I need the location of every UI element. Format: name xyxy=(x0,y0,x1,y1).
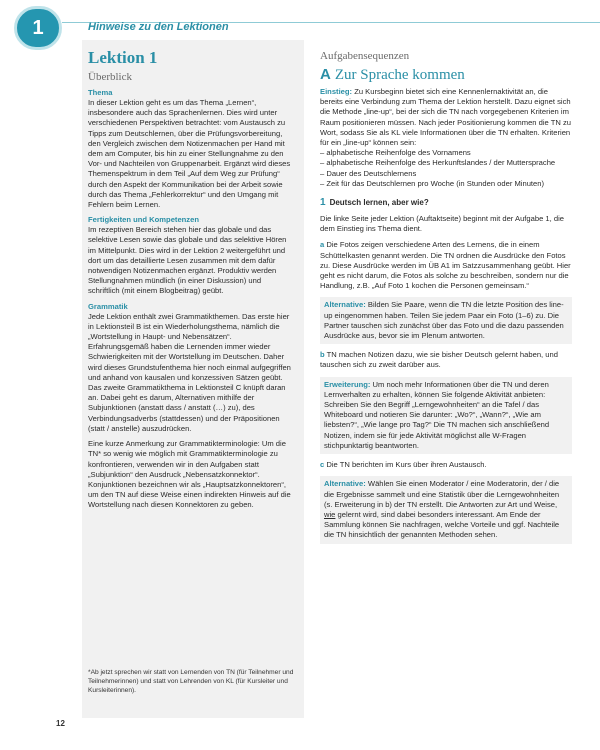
alternative-1-box xyxy=(320,297,572,344)
fertigkeiten-paragraph: Im rezeptiven Bereich stehen hier das globale und das selektive Lesen sowie das globale und das selektive Hören im Mittelpunkt. Dies wird in der Lektion 2 weitergeführt und dort um das detaillierte Lesen zusammen mit dem dafür notwendigen Notizenmachen ergänzt. Produktiv werden Stellungnahmen mündlich (in einer Diskussion) und schriftlich (mit einem Blogbeitrag) geübt. xyxy=(88,225,287,296)
alternative-2-text-before: Wählen Sie einen Moderator / eine Moderatorin, der / die die Ergebnisse sammelt und eine Statistik über die Lerngewohnheiten (s. Erweiterung in b) der TN erstellt. Die Antworten zur Art und Weise, xyxy=(324,479,560,509)
header-title: Hinweise zu den Lektionen xyxy=(88,21,229,33)
aufgabensequenzen-title: Aufgabensequenzen xyxy=(320,50,410,62)
einstieg-paragraph xyxy=(320,87,572,148)
section-a-letter: A xyxy=(320,66,331,83)
task-c-text: Die TN berichten im Kurs über ihren Austausch. xyxy=(326,460,487,470)
task-b-paragraph xyxy=(320,350,572,370)
list-item: – Dauer des Deutschlernens xyxy=(320,169,572,179)
lesson-title: Lektion 1 xyxy=(88,48,158,67)
task-intro: Die linke Seite jeder Lektion (Auftaktseite) beginnt mit der Aufgabe 1, die dem Einstieg ins Thema dient. xyxy=(320,214,564,234)
list-item: – Zeit für das Deutschlernen pro Woche (in Stunden oder Minuten) xyxy=(320,179,572,189)
erweiterung-text: Um noch mehr Informationen über die TN und deren Lernverhalten zu erhalten, können Sie folgende Aktivität anbieten: Schreiben Sie den Begriff „Lerngewohnheiten“ an die Tafel / das Whiteboard und notieren Sie darunter: „Wo?“, „Wann?“, „Wie am liebsten?“, „Wie lange pro Tag?“ Die TN machen sich anschließend Notizen, indem sie für jede Aktivität möglichst alle W-Fragen stichpunktartig beantworten. xyxy=(324,379,550,450)
grammatik-paragraph-2: Eine kurze Anmerkung zur Grammatikterminologie: Um die TN* so wenig wie möglich mit Grammatikterminologie zu konfrontieren, verwenden wir in den Aufgaben statt „Subjunktion“ den Ausdruck „Nebensatzkonnektor“. Konjunktionen bezeichnen wir als „Hauptsatzkonnektoren“, um den TN auf diese Weise einen indirekten Hinweis auf die Wortstellung nach diesen Konnektoren zu geben. xyxy=(88,439,291,510)
task-1-title: Deutsch lernen, aber wie? xyxy=(329,198,429,208)
right-column xyxy=(320,50,572,544)
grammatik-paragraph-1: Jede Lektion enthält zwei Grammatikthemen. Das erste hier in Lektionsteil B ist ein Wiederholungsthema, nämlich die „Wortstellung in Haupt- und Nebensätzen“. Erfahrungsgemäß haben die Lernenden immer wieder Schwierigkeiten mit der Wortstellung im Deutschen. Daher wird dieses Grundstufenthema hier noch einmal aufgegriffen und anhand von kausalen und konzessiven Sätzen geübt. Das zweite Grammatikthema in Lektionsteil C knüpft daran an. Dabei geht es darum, Alternativen mithilfe der Subjunktionen (anstatt dass / anstatt (…) zu), des Verbindungsadverbs (stattdessen) und der Präpositionen (statt / anstelle) auszudrücken. xyxy=(88,311,291,433)
alternative-2-label: Alternative: xyxy=(324,479,366,489)
section-heading-fertigkeiten: Fertigkeiten und Kompetenzen xyxy=(88,215,199,225)
task-c-paragraph xyxy=(320,460,572,470)
alternative-2-underlined-word: wie xyxy=(324,509,336,519)
alternative-1-label: Alternative: xyxy=(324,300,366,310)
section-heading-thema: Thema xyxy=(88,88,113,97)
einstieg-label: Einstieg: xyxy=(320,87,353,96)
left-column xyxy=(88,48,294,511)
einstieg-text: Zu Kursbeginn bietet sich eine Kennenlernaktivität an, die bereits eine Verbindung zum Thema der Lektion herstellt. Dazu eignet sich die Methode „line-up“, bei der sich die TN nach vorgegebenen Kriterien im Raum positionieren müssen. Nach jeder Positionierung kommen die TN zu Wort, sodass Sie als KL viele Informationen über die TN erhalten. Kriterien für ein „line-up“ können sein: xyxy=(320,87,571,148)
alternative-1-text: Bilden Sie Paare, wenn die TN die letzte Position des line-up eingenommen haben. Teilen Sie jedem Paar ein Foto (1–6) zu. Die Partner tauschen sich zunächst über das Foto und die dazu passenden Ausdrücke aus, bevor sie im Plenum antworten. xyxy=(324,300,564,341)
alternative-2-box xyxy=(320,476,572,543)
task-a-letter: a xyxy=(320,240,325,250)
footnote: *Ab jetzt sprechen wir statt von Lernenden von TN (für Teilnehmer und Teilnehmerinnen) und statt von Lehrenden von KL (für Kursleiter und Kursleiterinnen). xyxy=(88,669,294,694)
chapter-badge: 1 xyxy=(14,6,62,50)
thema-paragraph: In dieser Lektion geht es um das Thema „Lernen“, insbesondere auch das Sprachenlernen. Dies wird unter verschiedenen Perspektiven betrachtet: vom Austausch zu Tipps zum Deutschlernen, über die Prüfungsvorbereitung, den Vergleich zwischen dem Notizenmachen per Hand mit dem am Computer, bis hin zu einer Stellungnahme zu den Vor- und Nachteilen von Gruppenarbeit. Ergänzt wird dieses Themenspektrum in dem Teil „Auf dem Weg zur Prüfung“ durch den Aspekt der Kommunikation bei der Arbeit sowie durch das Thema „Fehlerkorrektur“ und den Umgang mit Fehlern beim Lernen. xyxy=(88,98,291,210)
erweiterung-label: Erweiterung: xyxy=(324,379,371,389)
task-c-letter: c xyxy=(320,460,325,470)
erweiterung-box xyxy=(320,377,572,454)
section-a-heading xyxy=(320,66,572,84)
overview-heading: Überblick xyxy=(88,71,132,83)
alternative-2-text-after: gelernt wird, sind dabei besonders interessant. Am Ende der Sammlung können Sie nachfragen, welche Vorteile und ggf. Nachteile die TN hinsichtlich der genannten Methoden sehen. xyxy=(324,509,560,540)
lineup-criteria-list xyxy=(320,148,572,189)
task-1-number: 1 xyxy=(320,197,326,209)
task-b-letter: b xyxy=(320,350,325,360)
task-1-heading xyxy=(320,197,572,208)
header-band xyxy=(0,0,600,40)
list-item: – alphabetische Reihenfolge des Vornamens xyxy=(320,148,572,158)
list-item: – alphabetische Reihenfolge des Herkunftslandes / der Muttersprache xyxy=(320,158,572,168)
section-heading-grammatik: Grammatik xyxy=(88,301,128,311)
page-number: 12 xyxy=(56,719,65,728)
section-a-title: Zur Sprache kommen xyxy=(334,67,465,83)
task-b-text: TN machen Notizen dazu, wie sie bisher Deutsch gelernt haben, und tauschen sich zu zweit darüber aus. xyxy=(320,350,558,370)
task-a-text: Die Fotos zeigen verschiedene Arten des Lernens, die in einem Schüttelkasten genannt werden. Die TN ordnen die Ausdrücke den Fotos zu. Diese Ausdrücke werden im ÜB A1 im Satzzusammenhang geübt. Hier geht es nicht darum, die Fotos als solche zu beschreiben, sondern nur die Handlung, z.B. „Auf Foto 1 kochen die Personen gemeinsam.“ xyxy=(320,240,571,291)
task-a-paragraph xyxy=(320,240,572,291)
